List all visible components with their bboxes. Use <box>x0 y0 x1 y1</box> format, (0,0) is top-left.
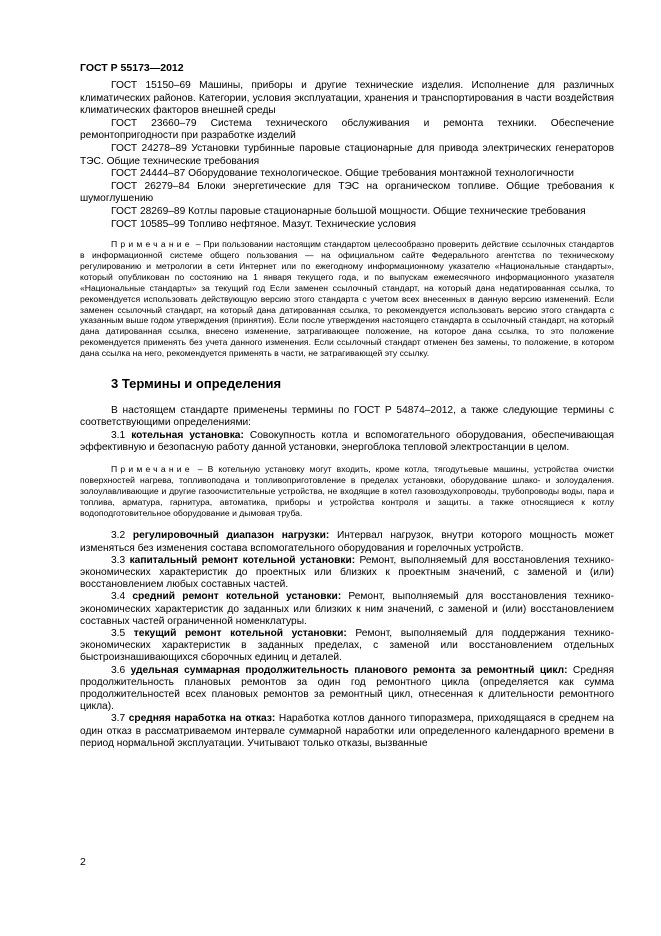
term-number: 3.4 <box>111 591 133 603</box>
term-definition: Совокупность котла и вспомогательного оборудования, обеспечивающая эффективную и безопасную работу данной установки, энергоблока тепловой электростанции в целом. <box>80 429 614 453</box>
term-name: средний ремонт котельной установки: <box>132 591 342 603</box>
term-name: котельная установка: <box>131 429 244 441</box>
term-definition: Ремонт, выполняемый для поддержания технико-экономических характеристик в заданных пределах, с заменой или восстановлением отдельных быстроизнашивающихся сборочных единиц и деталей. <box>80 628 614 664</box>
term-note <box>80 464 614 519</box>
reference-item: ГОСТ 10585–99 Топливо нефтяное. Мазут. Технические условия <box>111 218 417 230</box>
term-name: текущий ремонт котельной установки: <box>133 628 347 640</box>
term-definition: Наработка котлов данного типоразмера, приходящаяся в среднем на один отказ в рассматриваемом интервале суммарной наработки или определенного календарного времени в период нормальной эксплуатации. Учитывают только отказы, вызванные <box>80 713 614 749</box>
term-name: удельная суммарная продолжительность планового ремонта за ремонтный цикл: <box>130 664 568 676</box>
term-number: 3.1 <box>111 429 132 441</box>
section-title: 3 Термины и определения <box>111 376 282 392</box>
term-definition: Средняя продолжительность плановых ремонтов за один год ремонтного цикла (определяется как сумма продолжительностей всех плановых ремонтов за ремонтный цикл, отнесенная к длительности ремонтного цикла). <box>80 664 614 713</box>
references-note <box>80 239 614 359</box>
term-number: 3.6 <box>111 664 131 676</box>
page-content <box>80 80 614 750</box>
term-definition: Ремонт, выполняемый для восстановления технико-экономических характеристик до проектных или близких к проектным значений, с заменой и (или) восстановлением любых составных частей. <box>80 554 614 591</box>
reference-item: ГОСТ 24444–87 Оборудование технологическое. Общие требования монтажной технологичности <box>111 168 574 180</box>
term-name: средняя наработка на отказ: <box>128 713 276 725</box>
note-text: – В котельную установку могут входить, кроме котла, тягодутьевые машины, устройства очистки поверхностей нагрева, топливоподача и топливоприготовление в пределах установки, оборудование шлако- и золоудаления. золоулавливающие и другие газоочистительные устройства, не входящие в котел газовоздухопроводы, трубопроводы воды, пара и топлива, арматура, гарнитура, автоматика, приборы и устройства контроля и защиты. а также относящиеся к котлу водоподготовительное оборудование и дымовая труба. <box>80 463 614 518</box>
term-3-6 <box>80 665 614 714</box>
term-number: 3.3 <box>111 554 130 566</box>
note-title: Примечание <box>111 463 193 474</box>
term-number: 3.2 <box>111 530 133 542</box>
page-number: 2 <box>80 856 86 868</box>
term-number: 3.7 <box>111 713 129 725</box>
section-intro: В настоящем стандарте применены термины по ГОСТ Р 54874–2012, а также следующие термины с соответствующими определениями: <box>80 405 614 429</box>
reference-item: ГОСТ 24278–89 Установки турбинные паровые стационарные для привода электрических генераторов ТЭС. Общие технические требования <box>80 142 614 167</box>
term-3-3 <box>80 555 614 592</box>
note-title: Примечание <box>111 239 193 250</box>
term-name: регулировочный диапазон нагрузки: <box>132 530 330 542</box>
term-3-4 <box>80 591 614 628</box>
standard-code: ГОСТ Р 55173—2012 <box>80 62 184 74</box>
term-name: капитальный ремонт котельной установки: <box>129 554 356 566</box>
term-number: 3.5 <box>111 628 134 640</box>
term-3-2 <box>80 530 614 554</box>
term-3-7 <box>80 713 614 750</box>
term-definition: Ремонт, выполняемый для восстановления технико-экономических характеристик до заданных или близких к ним значений, с заменой и (или) восстановлением составных частей ограниченной номенклатуры. <box>80 591 614 627</box>
term-3-1 <box>80 430 614 454</box>
term-definition: Интервал нагрузок, внутри которого мощность может изменяться без изменения состава вспомогательного оборудования и горелочных устройств. <box>80 530 614 554</box>
reference-item: ГОСТ 26279–84 Блоки энергетические для ТЭС на органическом топливе. Общие требования к шумоглушению <box>80 180 614 205</box>
reference-item: ГОСТ 15150–69 Машины, приборы и другие технические изделия. Исполнение для различных климатических районов. Категории, условия эксплуатации, хранения и транспортирования в части воздействия климатических факторов внешней среды <box>80 80 614 117</box>
reference-item: ГОСТ 28269–89 Котлы паровые стационарные большой мощности. Общие технические требования <box>111 205 586 217</box>
reference-item: ГОСТ 23660–79 Система технического обслуживания и ремонта техники. Обеспечение ремонтопригодности при разработке изделий <box>80 117 614 142</box>
note-text: – При пользовании настоящим стандартом целесообразно проверить действие ссылочных стандартов в информационной системе общего пользования — на официальном сайте Федерального агентства по техническому регулированию и метрологии в сети Интернет или по ежегодному информационному указателю «Национальные стандарты», который опубликован по состоянию на 1 января текущего года, и по выпускам ежемесячного информационного указателя «Национальные стандарты» за текущий год Если заменен ссылочный стандарт, на который дана недатированная ссылка, то рекомендуется использовать действующую версию этого стандарта с учетом всех внесенных в данную версию изменений. Если заменен ссылочный стандарт, на который дана датированная ссылка, то рекомендуется использовать версию этого стандарта с указанным выше годом утверждения (принятия). Если после утверждения настоящего стандарта в ссылочный стандарт, на который дана датированная ссылка, внесено изменение, затрагивающее положение, на которое дана ссылка, то это положение рекомендуется применять без учета данного изменения. Если ссылочный стандарт отменен без замены, то положение, в котором дана ссылка на него, рекомендуется применять в части, не затрагивающей эту ссылку. <box>80 239 614 359</box>
term-3-5 <box>80 628 614 665</box>
